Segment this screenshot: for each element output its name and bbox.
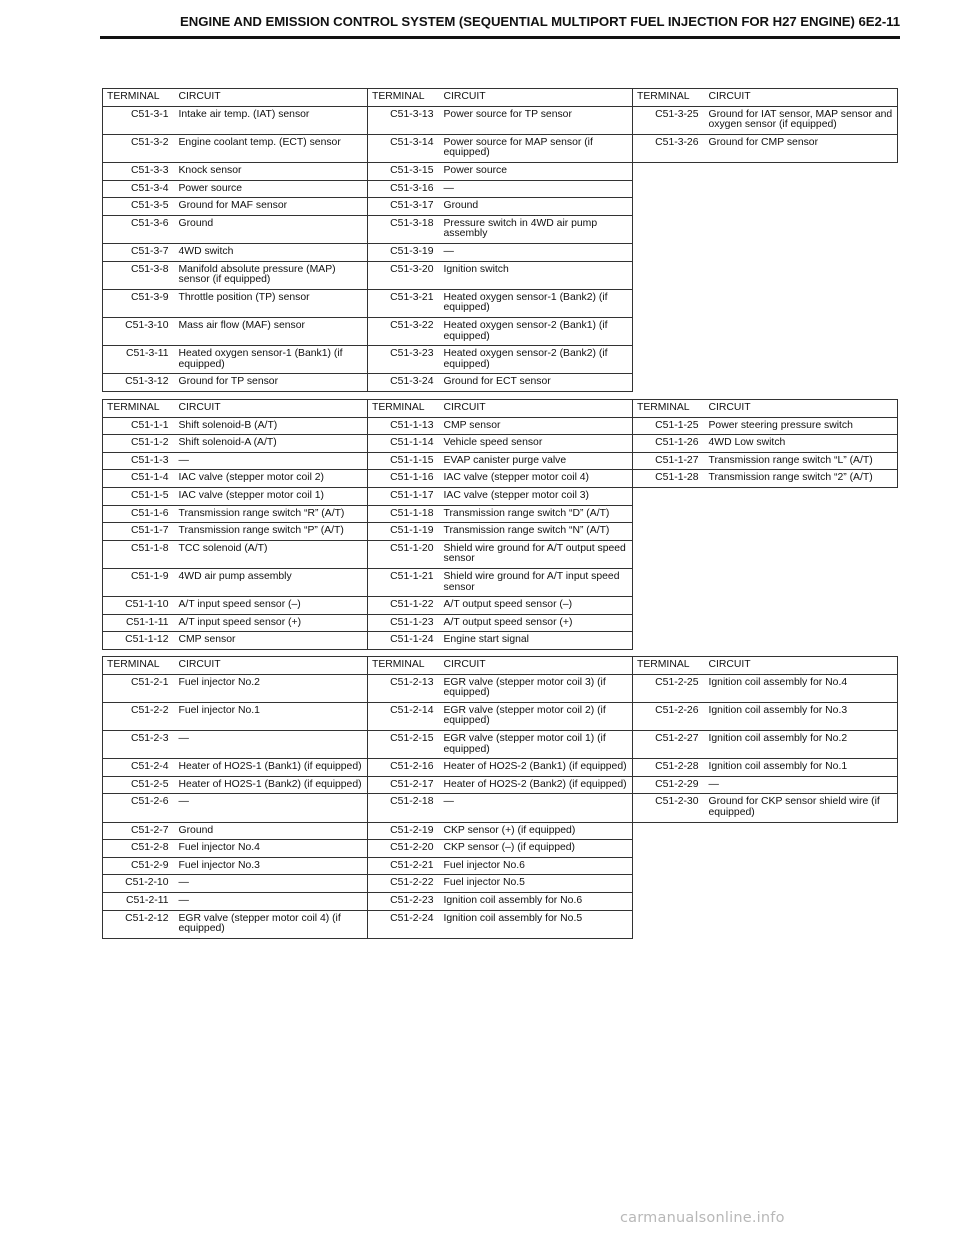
terminal-cell: C51-2-4 [103, 759, 175, 777]
empty-cell [633, 568, 898, 596]
circuit-cell: Fuel injector No.2 [175, 674, 368, 702]
circuit-cell: EGR valve (stepper motor coil 3) (if equipped) [440, 674, 633, 702]
empty-cell [633, 910, 898, 938]
terminal-cell: C51-3-5 [103, 198, 175, 216]
circuit-cell: Fuel injector No.4 [175, 840, 368, 858]
terminal-cell: C51-2-12 [103, 910, 175, 938]
table-row [103, 632, 898, 650]
circuit-cell: IAC valve (stepper motor coil 3) [440, 487, 633, 505]
circuit-cell: Transmission range switch “R” (A/T) [175, 505, 368, 523]
terminal-table-c51-1 [102, 399, 898, 650]
circuit-cell: 4WD air pump assembly [175, 568, 368, 596]
terminal-cell: C51-2-11 [103, 892, 175, 910]
table-row [103, 597, 898, 615]
circuit-cell: Throttle position (TP) sensor [175, 289, 368, 317]
terminal-cell: C51-1-6 [103, 505, 175, 523]
circuit-cell: A/T input speed sensor (+) [175, 614, 368, 632]
terminal-cell: C51-1-10 [103, 597, 175, 615]
terminal-cell: C51-1-3 [103, 452, 175, 470]
terminal-cell: C51-2-10 [103, 875, 175, 893]
terminal-cell: C51-1-23 [368, 614, 440, 632]
circuit-cell: Heated oxygen sensor-1 (Bank1) (if equipped) [175, 346, 368, 374]
terminal-cell: C51-1-24 [368, 632, 440, 650]
terminal-cell: C51-2-2 [103, 702, 175, 730]
circuit-cell: Ignition coil assembly for No.1 [705, 759, 898, 777]
terminal-cell: C51-3-14 [368, 134, 440, 162]
terminal-table [102, 88, 898, 392]
circuit-cell: — [705, 776, 898, 794]
terminal-cell: C51-1-12 [103, 632, 175, 650]
terminal-column-header: TERMINAL [103, 400, 175, 418]
circuit-cell: Shift solenoid-B (A/T) [175, 417, 368, 435]
circuit-cell: — [440, 794, 633, 822]
terminal-cell: C51-1-8 [103, 540, 175, 568]
circuit-cell: CKP sensor (+) (if equipped) [440, 822, 633, 840]
terminal-cell: C51-1-28 [633, 470, 705, 488]
terminal-column-header: TERMINAL [633, 400, 705, 418]
empty-cell [633, 346, 898, 374]
table-row [103, 702, 898, 730]
terminal-cell: C51-1-15 [368, 452, 440, 470]
empty-cell [633, 243, 898, 261]
terminal-cell: C51-3-8 [103, 261, 175, 289]
circuit-cell: Engine start signal [440, 632, 633, 650]
terminal-cell: C51-2-25 [633, 674, 705, 702]
empty-cell [633, 523, 898, 541]
circuit-cell: Transmission range switch “D” (A/T) [440, 505, 633, 523]
table-row [103, 346, 898, 374]
circuit-cell: Heated oxygen sensor-2 (Bank2) (if equipped) [440, 346, 633, 374]
table-row [103, 261, 898, 289]
empty-cell [633, 632, 898, 650]
circuit-cell: 4WD switch [175, 243, 368, 261]
terminal-cell: C51-2-16 [368, 759, 440, 777]
terminal-cell: C51-3-19 [368, 243, 440, 261]
circuit-cell: Fuel injector No.6 [440, 857, 633, 875]
header-row [103, 657, 898, 675]
watermark: carmanualsonline.info [620, 1210, 785, 1226]
terminal-cell: C51-2-17 [368, 776, 440, 794]
circuit-cell: EVAP canister purge valve [440, 452, 633, 470]
circuit-cell: Power source [175, 180, 368, 198]
terminal-cell: C51-2-24 [368, 910, 440, 938]
table-row [103, 374, 898, 392]
terminal-cell: C51-3-1 [103, 106, 175, 134]
empty-cell [633, 162, 898, 180]
table-row [103, 289, 898, 317]
circuit-cell: CKP sensor (–) (if equipped) [440, 840, 633, 858]
terminal-column-header: TERMINAL [633, 657, 705, 675]
circuit-cell: Fuel injector No.5 [440, 875, 633, 893]
circuit-cell: Vehicle speed sensor [440, 435, 633, 453]
terminal-cell: C51-3-9 [103, 289, 175, 317]
table-row [103, 505, 898, 523]
terminal-column-header: TERMINAL [368, 89, 440, 107]
terminal-cell: C51-1-5 [103, 487, 175, 505]
table-row [103, 198, 898, 216]
terminal-cell: C51-2-3 [103, 730, 175, 758]
circuit-cell: Transmission range switch “L” (A/T) [705, 452, 898, 470]
terminal-cell: C51-3-13 [368, 106, 440, 134]
empty-cell [633, 198, 898, 216]
circuit-cell: Ground for CMP sensor [705, 134, 898, 162]
circuit-cell: A/T input speed sensor (–) [175, 597, 368, 615]
terminal-cell: C51-1-21 [368, 568, 440, 596]
terminal-cell: C51-3-21 [368, 289, 440, 317]
circuit-cell: Fuel injector No.3 [175, 857, 368, 875]
circuit-cell: IAC valve (stepper motor coil 1) [175, 487, 368, 505]
header-rule [100, 36, 900, 39]
empty-cell [633, 892, 898, 910]
terminal-cell: C51-2-1 [103, 674, 175, 702]
circuit-cell: Heater of HO2S-2 (Bank2) (if equipped) [440, 776, 633, 794]
terminal-table-c51-3 [102, 88, 898, 392]
empty-cell [633, 857, 898, 875]
circuit-cell: — [175, 730, 368, 758]
terminal-cell: C51-1-26 [633, 435, 705, 453]
terminal-cell: C51-2-27 [633, 730, 705, 758]
circuit-cell: Ignition coil assembly for No.5 [440, 910, 633, 938]
circuit-cell: Heater of HO2S-1 (Bank2) (if equipped) [175, 776, 368, 794]
circuit-cell: Transmission range switch “2” (A/T) [705, 470, 898, 488]
circuit-cell: TCC solenoid (A/T) [175, 540, 368, 568]
circuit-cell: Ignition coil assembly for No.2 [705, 730, 898, 758]
terminal-cell: C51-1-18 [368, 505, 440, 523]
circuit-cell: 4WD Low switch [705, 435, 898, 453]
circuit-cell: Engine coolant temp. (ECT) sensor [175, 134, 368, 162]
terminal-cell: C51-1-1 [103, 417, 175, 435]
empty-cell [633, 180, 898, 198]
table-row [103, 840, 898, 858]
terminal-cell: C51-3-22 [368, 317, 440, 345]
table-row [103, 134, 898, 162]
terminal-cell: C51-3-24 [368, 374, 440, 392]
circuit-column-header: CIRCUIT [175, 400, 368, 418]
empty-cell [633, 540, 898, 568]
table-row [103, 892, 898, 910]
circuit-cell: Ground [440, 198, 633, 216]
terminal-column-header: TERMINAL [633, 89, 705, 107]
table-row [103, 540, 898, 568]
terminal-cell: C51-1-16 [368, 470, 440, 488]
circuit-cell: Ignition coil assembly for No.4 [705, 674, 898, 702]
circuit-cell: — [440, 180, 633, 198]
table-row [103, 857, 898, 875]
circuit-cell: EGR valve (stepper motor coil 1) (if equipped) [440, 730, 633, 758]
circuit-column-header: CIRCUIT [440, 657, 633, 675]
circuit-column-header: CIRCUIT [175, 89, 368, 107]
terminal-cell: C51-2-19 [368, 822, 440, 840]
terminal-cell: C51-3-17 [368, 198, 440, 216]
terminal-cell: C51-2-18 [368, 794, 440, 822]
circuit-cell: Power steering pressure switch [705, 417, 898, 435]
circuit-cell: Ground for ECT sensor [440, 374, 633, 392]
circuit-cell: A/T output speed sensor (+) [440, 614, 633, 632]
terminal-cell: C51-2-13 [368, 674, 440, 702]
terminal-cell: C51-2-8 [103, 840, 175, 858]
terminal-cell: C51-2-23 [368, 892, 440, 910]
table-row [103, 452, 898, 470]
terminal-table [102, 656, 898, 939]
terminal-cell: C51-1-9 [103, 568, 175, 596]
table-row [103, 317, 898, 345]
circuit-cell: — [440, 243, 633, 261]
terminal-cell: C51-3-4 [103, 180, 175, 198]
terminal-column-header: TERMINAL [103, 89, 175, 107]
terminal-cell: C51-2-14 [368, 702, 440, 730]
circuit-cell: Heater of HO2S-2 (Bank1) (if equipped) [440, 759, 633, 777]
circuit-column-header: CIRCUIT [705, 657, 898, 675]
circuit-cell: — [175, 892, 368, 910]
table-row [103, 910, 898, 938]
table-row [103, 162, 898, 180]
table-row [103, 614, 898, 632]
terminal-cell: C51-3-16 [368, 180, 440, 198]
circuit-cell: — [175, 794, 368, 822]
circuit-cell: Ignition coil assembly for No.6 [440, 892, 633, 910]
terminal-cell: C51-1-7 [103, 523, 175, 541]
terminal-column-header: TERMINAL [368, 657, 440, 675]
empty-cell [633, 822, 898, 840]
terminal-cell: C51-2-15 [368, 730, 440, 758]
terminal-cell: C51-3-18 [368, 215, 440, 243]
empty-cell [633, 597, 898, 615]
terminal-cell: C51-1-22 [368, 597, 440, 615]
terminal-cell: C51-2-21 [368, 857, 440, 875]
table-row [103, 759, 898, 777]
circuit-column-header: CIRCUIT [440, 89, 633, 107]
empty-cell [633, 317, 898, 345]
page-title: ENGINE AND EMISSION CONTROL SYSTEM (SEQUENTIAL MULTIPORT FUEL INJECTION FOR H27 ENGINE) 6E2-11 [180, 14, 900, 29]
table-row [103, 822, 898, 840]
circuit-cell: Heater of HO2S-1 (Bank1) (if equipped) [175, 759, 368, 777]
circuit-column-header: CIRCUIT [705, 400, 898, 418]
terminal-cell: C51-1-11 [103, 614, 175, 632]
circuit-cell: Ignition switch [440, 261, 633, 289]
circuit-cell: Heated oxygen sensor-1 (Bank2) (if equipped) [440, 289, 633, 317]
terminal-cell: C51-3-2 [103, 134, 175, 162]
terminal-column-header: TERMINAL [368, 400, 440, 418]
terminal-cell: C51-3-23 [368, 346, 440, 374]
circuit-cell: Ground [175, 215, 368, 243]
table-row [103, 180, 898, 198]
terminal-cell: C51-3-20 [368, 261, 440, 289]
circuit-column-header: CIRCUIT [440, 400, 633, 418]
circuit-cell: A/T output speed sensor (–) [440, 597, 633, 615]
terminal-cell: C51-3-12 [103, 374, 175, 392]
circuit-cell: Power source [440, 162, 633, 180]
circuit-cell: Shift solenoid-A (A/T) [175, 435, 368, 453]
circuit-cell: — [175, 452, 368, 470]
table-row [103, 243, 898, 261]
circuit-cell: Heated oxygen sensor-2 (Bank1) (if equipped) [440, 317, 633, 345]
terminal-cell: C51-1-19 [368, 523, 440, 541]
terminal-cell: C51-2-28 [633, 759, 705, 777]
circuit-cell: Manifold absolute pressure (MAP) sensor (if equipped) [175, 261, 368, 289]
terminal-cell: C51-1-20 [368, 540, 440, 568]
circuit-cell: Intake air temp. (IAT) sensor [175, 106, 368, 134]
terminal-cell: C51-2-29 [633, 776, 705, 794]
header-row [103, 89, 898, 107]
empty-cell [633, 261, 898, 289]
terminal-cell: C51-3-10 [103, 317, 175, 345]
empty-cell [633, 215, 898, 243]
terminal-cell: C51-3-25 [633, 106, 705, 134]
circuit-column-header: CIRCUIT [175, 657, 368, 675]
table-row [103, 106, 898, 134]
terminal-cell: C51-1-14 [368, 435, 440, 453]
circuit-cell: Ground for IAT sensor, MAP sensor and oxygen sensor (if equipped) [705, 106, 898, 134]
circuit-cell: Ground [175, 822, 368, 840]
terminal-cell: C51-2-26 [633, 702, 705, 730]
terminal-column-header: TERMINAL [103, 657, 175, 675]
table-row [103, 470, 898, 488]
empty-cell [633, 374, 898, 392]
terminal-cell: C51-2-22 [368, 875, 440, 893]
table-row [103, 487, 898, 505]
terminal-cell: C51-3-7 [103, 243, 175, 261]
circuit-cell: Shield wire ground for A/T input speed sensor [440, 568, 633, 596]
table-row [103, 794, 898, 822]
circuit-cell: Power source for MAP sensor (if equipped) [440, 134, 633, 162]
terminal-cell: C51-2-7 [103, 822, 175, 840]
circuit-cell: Ground for TP sensor [175, 374, 368, 392]
terminal-cell: C51-1-17 [368, 487, 440, 505]
terminal-cell: C51-2-6 [103, 794, 175, 822]
circuit-cell: IAC valve (stepper motor coil 4) [440, 470, 633, 488]
circuit-cell: Transmission range switch “P” (A/T) [175, 523, 368, 541]
circuit-cell: — [175, 875, 368, 893]
circuit-cell: Ground for CKP sensor shield wire (if equipped) [705, 794, 898, 822]
circuit-cell: Ground for MAF sensor [175, 198, 368, 216]
empty-cell [633, 505, 898, 523]
empty-cell [633, 614, 898, 632]
circuit-cell: CMP sensor [440, 417, 633, 435]
circuit-cell: Transmission range switch “N” (A/T) [440, 523, 633, 541]
terminal-table [102, 399, 898, 650]
terminal-cell: C51-3-3 [103, 162, 175, 180]
terminal-cell: C51-2-20 [368, 840, 440, 858]
circuit-cell: EGR valve (stepper motor coil 4) (if equipped) [175, 910, 368, 938]
table-row [103, 875, 898, 893]
circuit-cell: Fuel injector No.1 [175, 702, 368, 730]
terminal-cell: C51-2-30 [633, 794, 705, 822]
terminal-cell: C51-1-27 [633, 452, 705, 470]
terminal-cell: C51-1-13 [368, 417, 440, 435]
circuit-cell: Pressure switch in 4WD air pump assembly [440, 215, 633, 243]
terminal-cell: C51-3-15 [368, 162, 440, 180]
header-row [103, 400, 898, 418]
terminal-cell: C51-1-2 [103, 435, 175, 453]
table-row [103, 435, 898, 453]
circuit-cell: Knock sensor [175, 162, 368, 180]
terminal-cell: C51-1-4 [103, 470, 175, 488]
circuit-cell: IAC valve (stepper motor coil 2) [175, 470, 368, 488]
terminal-table-c51-2 [102, 656, 898, 939]
terminal-cell: C51-1-25 [633, 417, 705, 435]
circuit-cell: Mass air flow (MAF) sensor [175, 317, 368, 345]
table-row [103, 730, 898, 758]
table-row [103, 417, 898, 435]
empty-cell [633, 487, 898, 505]
table-row [103, 776, 898, 794]
table-row [103, 215, 898, 243]
terminal-cell: C51-2-5 [103, 776, 175, 794]
terminal-cell: C51-2-9 [103, 857, 175, 875]
table-row [103, 523, 898, 541]
empty-cell [633, 289, 898, 317]
table-row [103, 674, 898, 702]
circuit-cell: Shield wire ground for A/T output speed sensor [440, 540, 633, 568]
empty-cell [633, 875, 898, 893]
circuit-cell: CMP sensor [175, 632, 368, 650]
empty-cell [633, 840, 898, 858]
circuit-cell: EGR valve (stepper motor coil 2) (if equipped) [440, 702, 633, 730]
table-row [103, 568, 898, 596]
page-header [100, 14, 900, 34]
terminal-cell: C51-3-26 [633, 134, 705, 162]
circuit-cell: Ignition coil assembly for No.3 [705, 702, 898, 730]
circuit-cell: Power source for TP sensor [440, 106, 633, 134]
terminal-cell: C51-3-6 [103, 215, 175, 243]
terminal-cell: C51-3-11 [103, 346, 175, 374]
circuit-column-header: CIRCUIT [705, 89, 898, 107]
